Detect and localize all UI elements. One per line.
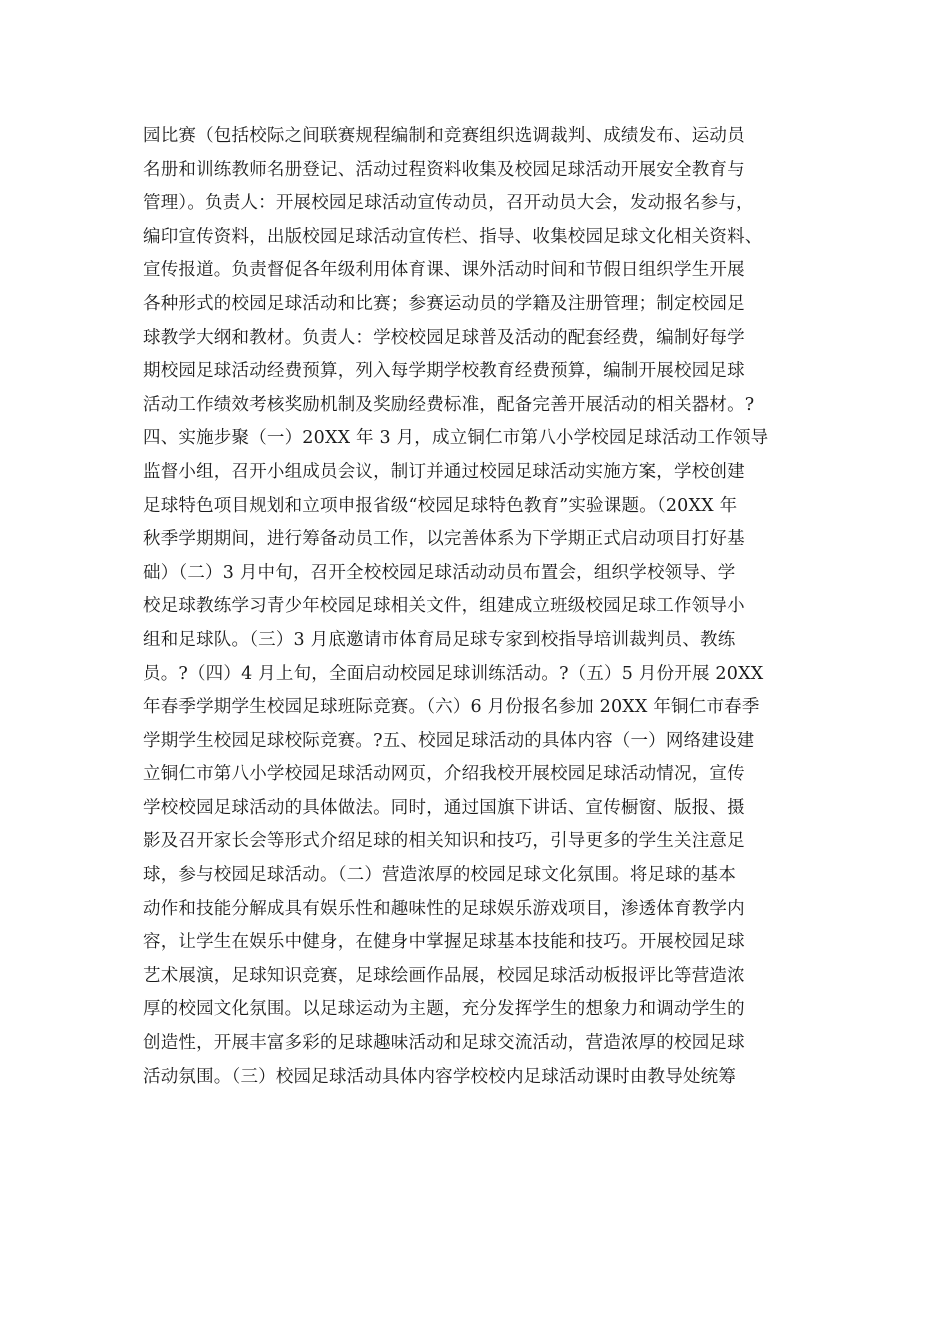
text-line: 期校园足球活动经费预算，列入每学期学校教育经费预算，编制开展校园足球	[143, 361, 745, 382]
text-line: 活动氛围。（三）校园足球活动具体内容学校校内足球活动课时由教导处统筹	[143, 1066, 737, 1087]
text-line: 管理）。负责人：开展校园足球活动宣传动员，召开动员大会，发动报名参与，	[143, 193, 754, 214]
text-line: 监督小组，召开小组成员会议，制订并通过校园足球活动实施方案，学校创建	[143, 461, 745, 482]
text-line: 编印宣传资料，出版校园足球活动宣传栏、指导、收集校园足球文化相关资料、	[143, 226, 763, 247]
text-line: 动作和技能分解成具有娱乐性和趣味性的足球娱乐游戏项目，渗透体育教学内	[143, 898, 745, 919]
text-line: 组和足球队。（三）3 月底邀请市体育局足球专家到校指导培训裁判员、教练	[143, 629, 736, 650]
text-line: 容，让学生在娱乐中健身，在健身中掌握足球基本技能和技巧。开展校园足球	[143, 932, 745, 953]
text-line: 影及召开家长会等形式介绍足球的相关知识和技巧，引导更多的学生关注意足	[143, 831, 745, 852]
text-line: 员。?（四）4 月上旬，全面启动校园足球训练活动。?（五）5 月份开展 20XX	[143, 663, 764, 684]
text-line: 球教学大纲和教材。负责人：学校校园足球普及活动的配套经费，编制好每学	[143, 327, 745, 348]
text-line: 球，参与校园足球活动。（二）营造浓厚的校园足球文化氛围。将足球的基本	[143, 865, 737, 886]
text-line: 各种形式的校园足球活动和比赛；参赛运动员的学籍及注册管理；制定校园足	[143, 293, 745, 314]
text-line: 名册和训练教师名册登记、活动过程资料收集及校园足球活动开展安全教育与	[143, 159, 745, 180]
text-line: 学期学生校园足球校际竞赛。?五、校园足球活动的具体内容（一）网络建设建	[143, 730, 755, 751]
text-line: 秋季学期期间，进行筹备动员工作，以完善体系为下学期正式启动项目打好基	[143, 529, 745, 550]
text-line: 创造性，开展丰富多彩的足球趣味活动和足球交流活动，营造浓厚的校园足球	[143, 1033, 745, 1054]
body-text	[143, 120, 823, 1094]
text-line: 活动工作绩效考核奖励机制及奖励经费标准，配备完善开展活动的相关器材。?	[143, 394, 755, 415]
text-line: 校足球教练学习青少年校园足球相关文件，组建成立班级校园足球工作领导小	[143, 596, 745, 617]
text-line: 础）（二）3 月中旬，召开全校校园足球活动动员布置会，组织学校领导、学	[143, 562, 736, 583]
text-line: 四、实施步聚（一）20XX 年 3 月，成立铜仁市第八小学校园足球活动工作领导	[143, 428, 769, 449]
text-line: 学校校园足球活动的具体做法。同时，通过国旗下讲话、宣传橱窗、版报、摄	[143, 797, 745, 818]
text-line: 立铜仁市第八小学校园足球活动网页，介绍我校开展校园足球活动情况，宣传	[143, 764, 745, 785]
text-line: 厚的校园文化氛围。以足球运动为主题，充分发挥学生的想象力和调动学生的	[143, 999, 745, 1020]
text-line: 宣传报道。负责督促各年级利用体育课、课外活动时间和节假日组织学生开展	[143, 260, 745, 281]
text-line: 足球特色项目规划和立项申报省级“校园足球特色教育”实验课题。（20XX 年	[143, 495, 738, 516]
text-line: 艺术展演，足球知识竞赛，足球绘画作品展，校园足球活动板报评比等营造浓	[143, 965, 745, 986]
text-line: 园比赛（包括校际之间联赛规程编制和竞赛组织选调裁判、成绩发布、运动员	[143, 126, 745, 146]
text-line: 年春季学期学生校园足球班际竞赛。（六）6 月份报名参加 20XX 年铜仁市春季	[143, 697, 760, 718]
